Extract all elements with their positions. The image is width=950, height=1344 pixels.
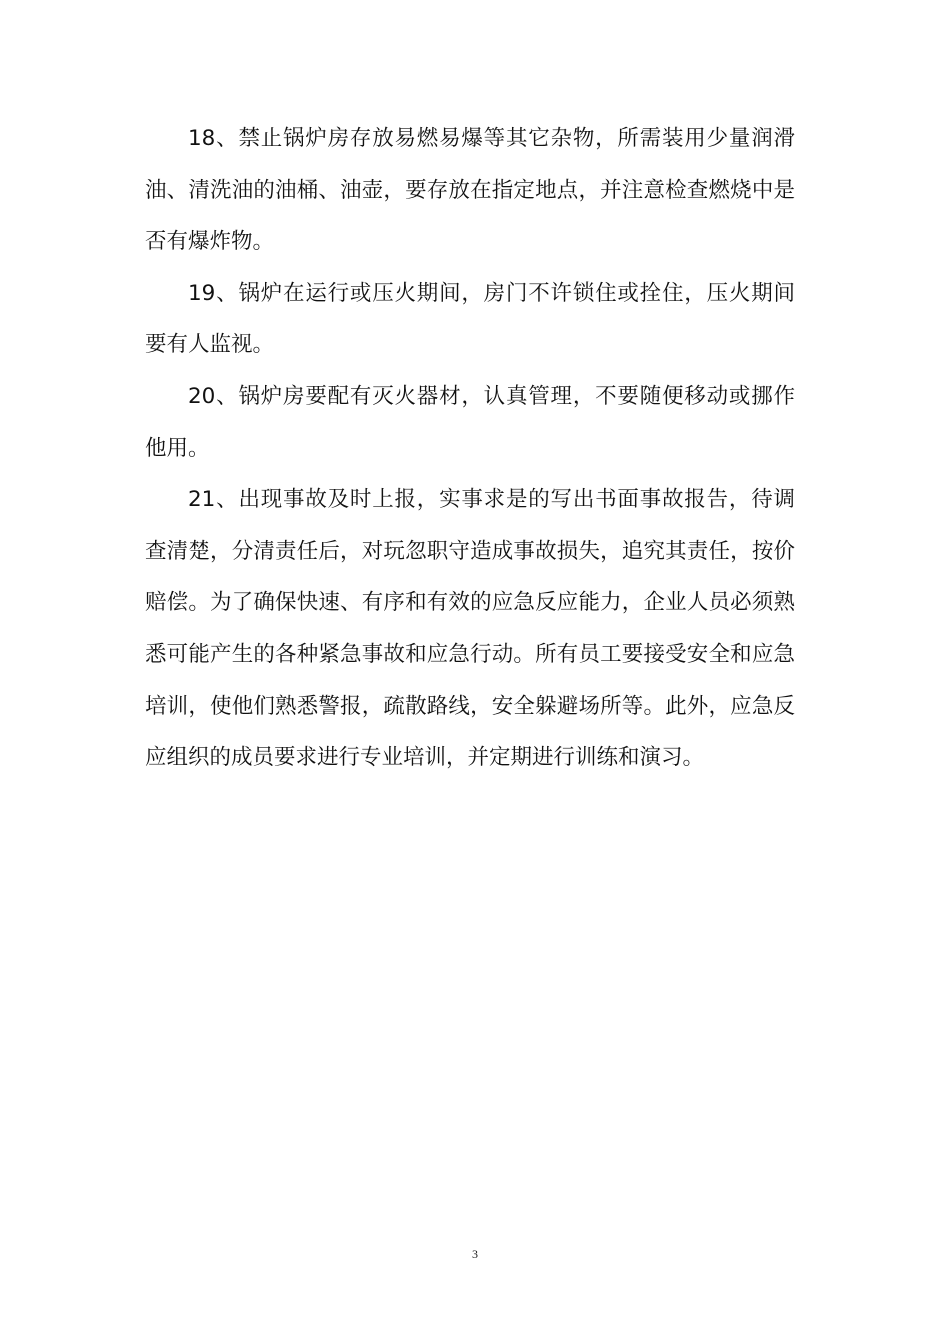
paragraph-19: 19、锅炉在运行或压火期间，房门不许锁住或拴住，压火期间要有人监视。 <box>145 280 795 358</box>
paragraph-20: 20、锅炉房要配有灭火器材，认真管理，不要随便移动或挪作他用。 <box>145 383 795 461</box>
document-body <box>145 113 795 784</box>
paragraph-21: 21、出现事故及时上报，实事求是的写出书面事故报告，待调查清楚，分清责任后，对玩忽职守造成事故损失，追究其责任，按价赔偿。为了确保快速、有序和有效的应急反应能力，企业人员必须熟悉可能产生的各种紧急事故和应急行动。所有员工要接受安全和应急培训，使他们熟悉警报，疏散路线，安全躲避场所等。此外，应急反应组织的成员要求进行专业培训，并定期进行训练和演习。 <box>145 487 795 771</box>
paragraph-18: 18、禁止锅炉房存放易燃易爆等其它杂物，所需装用少量润滑油、清洗油的油桶、油壶，要存放在指定地点，并注意检查燃烧中是否有爆炸物。 <box>145 126 795 255</box>
page-number: 3 <box>472 1247 478 1261</box>
